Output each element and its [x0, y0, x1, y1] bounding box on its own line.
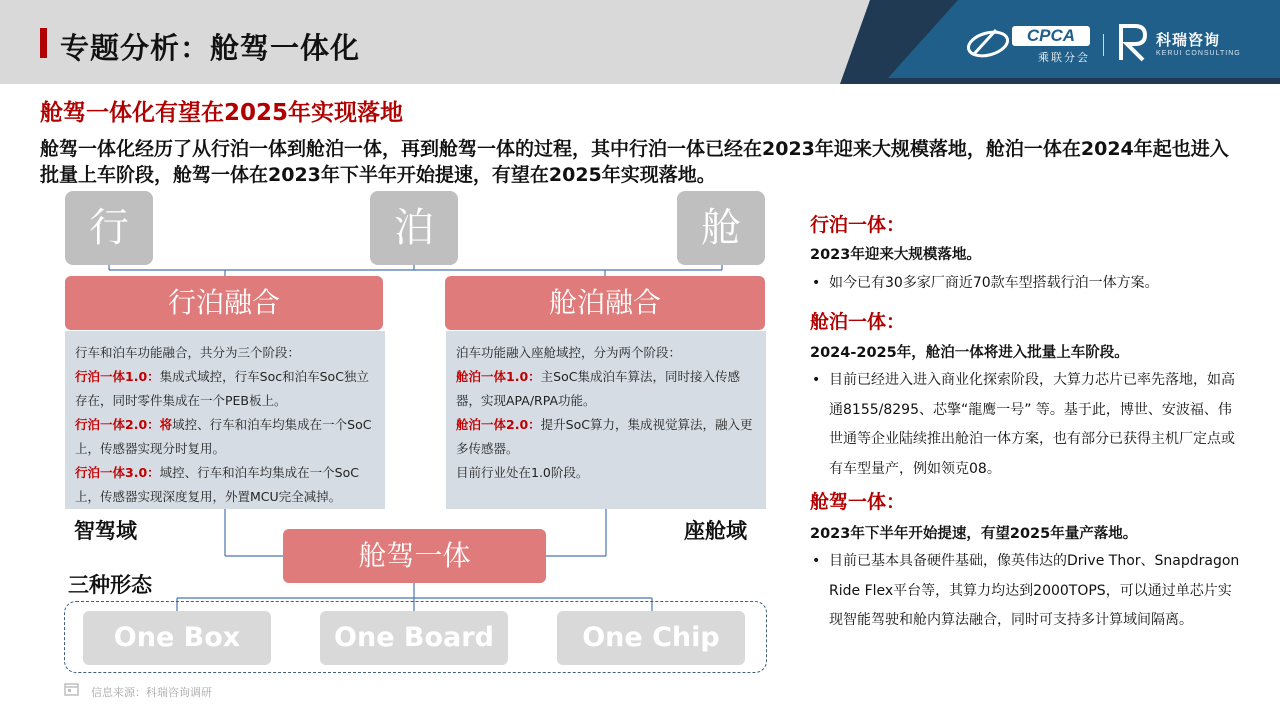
intro-paragraph: 舱驾一体化经历了从行泊一体到舱泊一体，再到舱驾一体的过程，其中行泊一体已经在2023年迎来大规模落地，舱泊一体在2024年起也进入批量上车阶段，舱驾一体在2023年下半年开始提速，有望在2025年实现落地。 — [40, 138, 1229, 186]
right-head-cangjia: 舱驾一体： — [810, 491, 906, 513]
panel-item — [456, 365, 756, 413]
calendar-icon — [64, 682, 79, 696]
panel-item — [75, 365, 375, 413]
kerui-logo-subtext: KERUI CONSULTING — [1156, 50, 1241, 57]
center-cangjia: 舱驾一体 — [283, 529, 546, 583]
page-title: 专题分析：舱驾一体化 — [60, 31, 361, 65]
panel-item — [75, 461, 375, 509]
source-note: 信息来源：科瑞咨询调研 — [91, 686, 212, 699]
box-bo: 泊 — [370, 191, 458, 265]
box-cang: 舱 — [677, 191, 765, 265]
stage-text: 集成式域控，行车Soc和泊车SoC独立存在，同时零件集成在一个PEB板上。 — [75, 369, 369, 408]
right-sub-cangbo: 2024-2025年，舱泊一体将进入批量上车阶段。 — [810, 345, 1129, 361]
box-xing: 行 — [65, 191, 153, 265]
right-bullet-cangbo — [810, 366, 1240, 484]
form-one-chip: One Chip — [557, 611, 745, 665]
cpca-logo-subtext: 乘联分会 — [1038, 51, 1090, 64]
stage-text: 域控、行车和泊车均集成在一个SoC上，传感器实现深度复用，外置MCU完全减掉。 — [75, 465, 359, 504]
cpca-logo-text: CPCA — [1012, 26, 1090, 46]
right-bullet-cangjia — [810, 547, 1240, 636]
bullet-text: 目前已经进入进入商业化探索阶段，大算力芯片已率先落地，如高通8155/8295、芯擎“龍鹰一号” 等。基于此，博世、安波福、伟世通等企业陆续推出舱泊一体方案，也有部分已获得主机厂定点或有车型量产，例如领克08。 — [829, 372, 1235, 477]
stage-text: 域控、行车和泊车均集成在一个SoC上，传感器实现分时复用。 — [75, 417, 372, 456]
section-subtitle: 舱驾一体化有望在2025年实现落地 — [40, 100, 404, 126]
label-zhijia-domain: 智驾域 — [74, 519, 137, 543]
kerui-logo-text: 科瑞咨询 — [1156, 31, 1221, 49]
right-head-xingbo: 行泊一体： — [810, 214, 906, 236]
bullet-dot: • — [812, 553, 821, 569]
label-three-forms: 三种形态 — [68, 573, 152, 597]
label-zuocang-domain: 座舱域 — [684, 519, 747, 543]
bullet-dot: • — [812, 275, 821, 291]
panel-xingbo — [65, 331, 385, 509]
bullet-text: 如今已有30多家厂商近70款车型搭载行泊一体方案。 — [829, 275, 1159, 291]
panel-item — [75, 413, 375, 461]
right-head-cangbo: 舱泊一体： — [810, 311, 906, 333]
stage-label: 舱泊一体1.0： — [456, 369, 541, 384]
panel-intro: 泊车功能融入座舱域控，分为两个阶段： — [456, 345, 682, 360]
panel-item — [456, 413, 756, 461]
right-sub-cangjia: 2023年下半年开始提速，有望2025年量产落地。 — [810, 526, 1138, 542]
stage-label: 舱泊一体2.0： — [456, 417, 541, 432]
stage-text: 提升SoC算力，集成视觉算法，融入更多传感器。 — [456, 417, 753, 456]
bullet-text: 目前已基本具备硬件基础，像英伟达的Drive Thor、Snapdragon Ride Flex平台等，其算力均达到2000TOPS，可以通过单芯片实现智能驾驶和舱内算法融合，同时可支持多计算域间隔离。 — [829, 553, 1240, 628]
stage-label: 行泊一体3.0： — [75, 465, 160, 480]
panel-intro: 行车和泊车功能融合，共分为三个阶段： — [75, 345, 301, 360]
fusion-xingbo: 行泊融合 — [65, 276, 383, 330]
right-bullet-xingbo — [810, 269, 1240, 299]
stage-label: 行泊一体1.0： — [75, 369, 160, 384]
form-one-board: One Board — [320, 611, 508, 665]
fusion-cangbo: 舱泊融合 — [445, 276, 765, 330]
stage-label: 行泊一体2.0：将 — [75, 417, 173, 432]
panel-cangbo — [446, 331, 766, 509]
form-one-box: One Box — [83, 611, 271, 665]
bullet-dot: • — [812, 372, 821, 388]
right-sub-xingbo: 2023年迎来大规模落地。 — [810, 247, 981, 263]
panel-outro: 目前行业处在1.0阶段。 — [456, 465, 589, 480]
stage-text: 主SoC集成泊车算法，同时接入传感器，实现APA/RPA功能。 — [456, 369, 740, 408]
